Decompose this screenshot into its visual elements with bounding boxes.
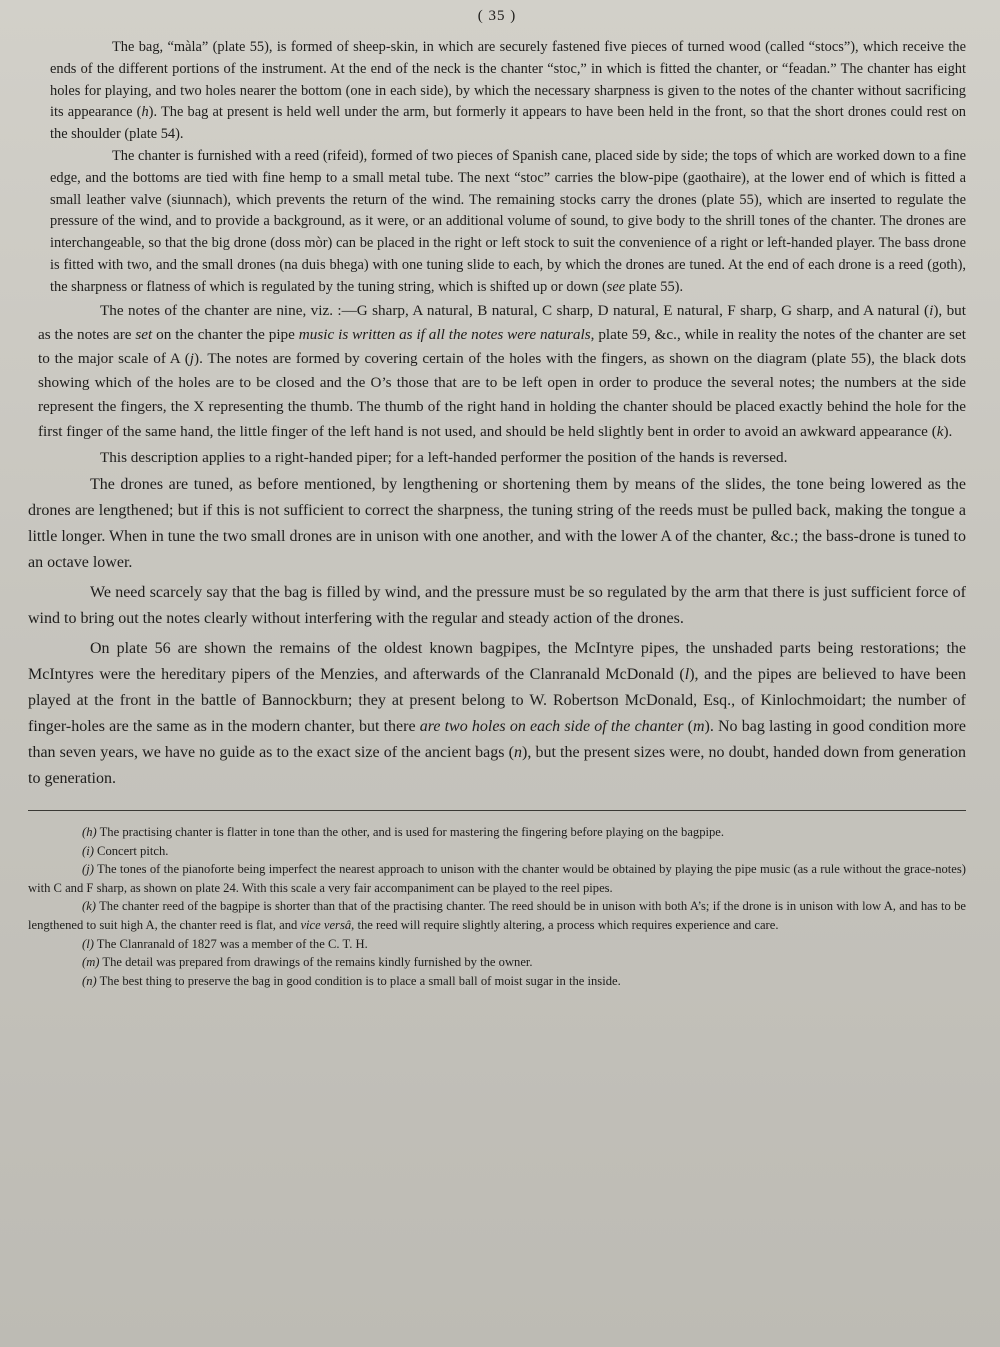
body-text [28,37,966,792]
footnote-ref-n: n [513,743,522,761]
footnote-n: (n) The best thing to preserve the bag in good condition is to place a small ball of moist sugar in the inside. [82,973,621,988]
section-large-type [28,472,966,792]
footnote-ref-h: h [141,104,149,121]
footnote-ref-m: m [692,717,705,735]
paragraph-bag-wind: We need scarcely say that the bag is filled by wind, and the pressure must be so regulated by the arm that there is just sufficient force of wind to bring out the notes clearly without interfering with the regular and steady action of the drones. [28,583,966,627]
section-small-type [28,37,966,299]
footnote-ref-j: j [189,349,195,367]
page-number: ( 35 ) [477,8,517,24]
paragraph-left-handed: This description applies to a right-handed piper; for a left-handed performer the position of the hands is reversed. [100,448,788,466]
footnote-j: (j) The tones of the pianoforte being imperfect the nearest approach to unison with the chanter would be obtained by playing the pipe music (as a rule without the grace-notes) with C and F sharp, as shown on plate 24. With this scale a very fair accompaniment can be played to the reel pipes. [28,862,966,895]
footnote-m: (m) The detail was prepared from drawings of the remains kindly furnished by the owner. [82,955,533,970]
paragraph-bag: The bag, “màla” (plate 55), is formed of sheep-skin, in which are securely fastened five pieces of turned wood (called “stocs”), which receive the ends of the different portions of the instrument. At the end of the neck is the chanter “stoc,” in which is fitted the chanter, or “feadan.” The chanter has eight holes for playing, and two holes nearer the bottom (one in each side), by which the necessary sharpness is given to the notes of the chanter without sacrificing its appearance (h). The bag at present is held well under the arm, but formerly it appears to have been held in the front, so that the short drones could rest on the shoulder (plate 54). [50,39,966,143]
paragraph-reed: The chanter is furnished with a reed (rifeid), formed of two pieces of Spanish cane, placed side by side; the tops of which are worked down to a fine edge, and the bottoms are tied with fine hemp to a small metal tube. The next “stoc” carries the blow-pipe (gaothaire), at the lower end of which is fitted a small leather valve (siunnach), which prevents the return of the wind. The remaining stocks carry the drones (plate 55), which are inserted to regulate the pressure of the wind, and to provide a background, as it were, or an additional volume of sound, to give body to the shrill tones of the chanter. The drones are interchangeable, so that the big drone (doss mòr) can be placed in the right or left stock to suit the convenience of a right or left-handed player. The bass drone is fitted with two, and the small drones (na duis bhega) with one tuning slide to each, by which the drones are tuned. At the end of each drone is a reed (goth), the sharpness or flatness of which is regulated by the tuning string, which is shifted up or down (see plate 55). [50,147,966,295]
footnote-h: (h) The practising chanter is flatter in tone than the other, and is used for mastering the fingering before playing on the bagpipe. [82,824,725,839]
paragraph-notes: The notes of the chanter are nine, viz. :—G sharp, A natural, B natural, C sharp, D natural, E natural, F sharp, G sharp, and A natural (i), but as the notes are set on the chanter the pipe music is written as if all the notes were naturals, plate 59, &c., while in reality the notes of the chanter are set to the major scale of A (j). The notes are formed by covering certain of the holes with the fingers, as shown on the diagram (plate 55), the black dots showing which of the holes are to be closed and the O’s those that are to be left open in order to produce the several notes; the numbers at the side represent the fingers, the X representing the thumb. The thumb of the right hand in holding the chanter should be placed exactly behind the hole for the first finger of the same hand, the little finger of the left hand is not used, and should be held slightly bent in order to avoid an awkward appearance (k). [38,301,966,440]
footnote-i: (i) Concert pitch. [82,843,169,858]
paragraph-drones-tuning: The drones are tuned, as before mentioned, by lengthening or shortening them by means of the slides, the tone being lowered as the drones are lengthened; but if this is not sufficient to correct the sharpness, the tuning string of the reeds must be pulled back, making the tongue a little longer. When in tune the two small drones are in unison with one another, and with the lower A of the chanter, &c.; the bass-drone is tuned to an octave lower. [28,475,966,571]
paragraph-mcintyre-pipes: On plate 56 are shown the remains of the oldest known bagpipes, the McIntyre pipes, the unshaded parts being restorations; the McIntyres were the hereditary pipers of the Menzies, and afterwards of the Clanranald McDonald (l), and the pipes are believed to have been played at the front in the battle of Bannockburn; they at present belong to W. Robertson McDonald, Esq., of Kinlochmoidart; the number of finger-holes are the same as in the modern chanter, but there are two holes on each side of the chanter (m). No bag lasting in good condition more than seven years, we have no guide as to the exact size of the ancient bags (n), but the present sizes were, no doubt, handed down from generation to generation. [28,639,967,787]
footnote-ref-k: k [936,422,944,440]
section-medium-type [28,299,966,470]
footnotes [28,823,966,990]
footnote-ref-l: l [684,665,690,683]
footnote-l: (l) The Clanranald of 1827 was a member of the C. T. H. [82,936,368,951]
document-page [28,8,966,1338]
footnote-ref-i: i [929,301,934,319]
footnote-k: (k) The chanter reed of the bagpipe is shorter than that of the practising chanter. The reed should be in unison with both A’s; if the drone is in unison with low A, and has to be lengthened to suit high A, the chanter reed is flat, and vice versâ, the reed will require slightly altering, a process which requires experience and care. [28,899,966,932]
footnote-divider [28,810,966,811]
